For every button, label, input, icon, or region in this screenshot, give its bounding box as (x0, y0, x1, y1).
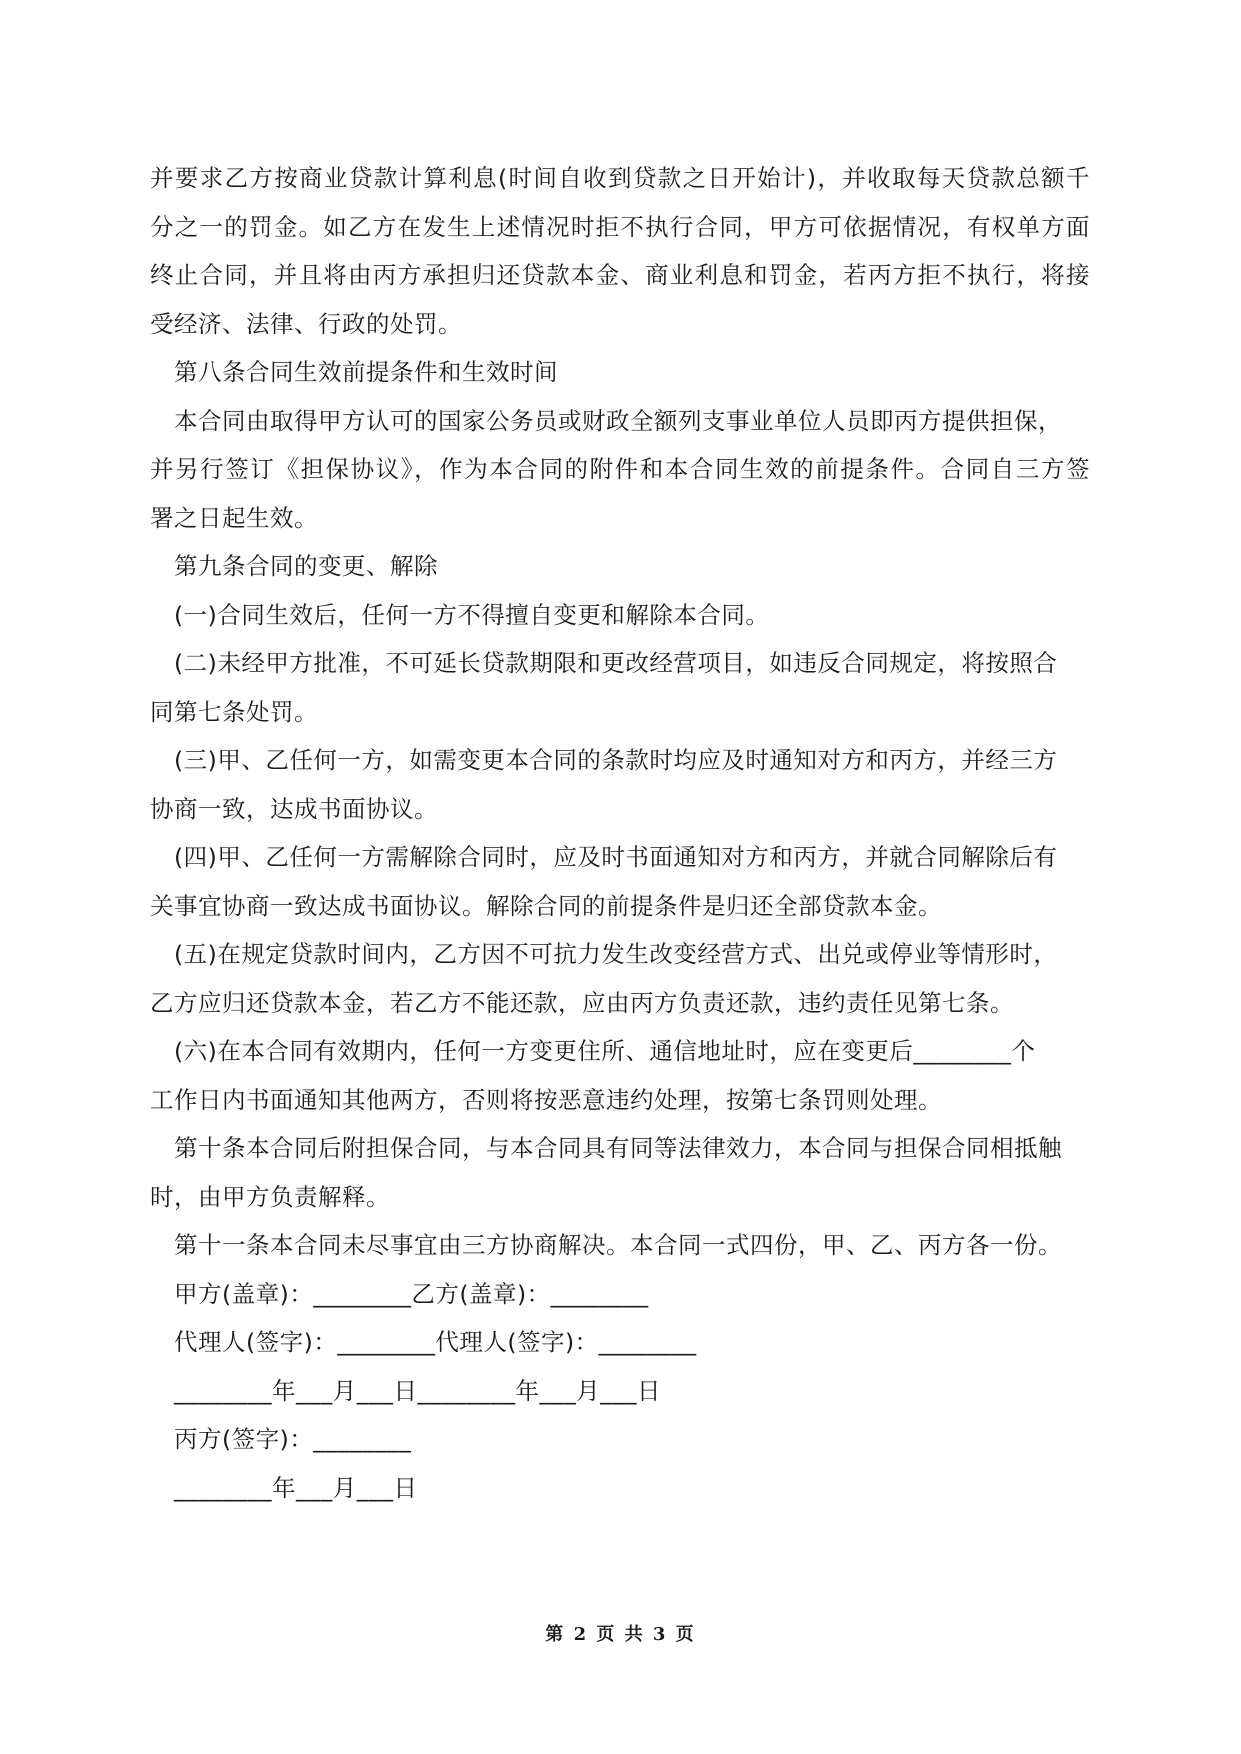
signature-line-agents: 代理人(签字)：________代理人(签字)：________ (174, 1328, 697, 1356)
document-body (150, 154, 1090, 1512)
text-line: 并要求乙方按商业贷款计算利息(时间自收到贷款之日开始计)，并收取每天贷款总额千 (150, 164, 1090, 192)
text-line: 受经济、法律、行政的处罚。 (150, 309, 462, 338)
clause-item-5: (五)在规定贷款时间内，乙方因不可抗力发生改变经营方式、出兑或停业等情形时， (174, 940, 1058, 968)
section-heading-article-8: 第八条合同生效前提条件和生效时间 (174, 358, 558, 386)
clause-item-1: (一)合同生效后，任何一方不得擅自变更和解除本合同。 (174, 600, 770, 629)
date-line: ________年___月___日________年___月___日 (174, 1376, 661, 1405)
text-line: 工作日内书面通知其他两方，否则将按恶意违约处理，按第七条罚则处理。 (150, 1085, 942, 1114)
text-line: 同第七条处罚。 (150, 697, 318, 726)
text-line: 分之一的罚金。如乙方在发生上述情况时拒不执行合同，甲方可依据情况，有权单方面 (150, 212, 1090, 241)
text-line: 关事宜协商一致达成书面协议。解除合同的前提条件是归还全部贷款本金。 (150, 891, 942, 920)
clause-item-6: (六)在本合同有效期内，任何一方变更住所、通信地址时，应在变更后________个 (174, 1037, 1036, 1065)
text-line: 乙方应归还贷款本金，若乙方不能还款，应由丙方负责还款，违约责任见第七条。 (150, 988, 1014, 1017)
text-line: 并另行签订《担保协议》，作为本合同的附件和本合同生效的前提条件。合同自三方签 (150, 455, 1090, 483)
clause-item-2: (二)未经甲方批准，不可延长贷款期限和更改经营项目，如违反合同规定，将按照合 (174, 649, 1058, 677)
section-heading-article-9: 第九条合同的变更、解除 (174, 552, 438, 580)
signature-line-party-c: 丙方(签字)：________ (174, 1425, 412, 1453)
section-heading-article-10: 第十条本合同后附担保合同，与本合同具有同等法律效力，本合同与担保合同相抵触 (174, 1134, 1062, 1162)
section-heading-article-11: 第十一条本合同未尽事宜由三方协商解决。本合同一式四份，甲、乙、丙方各一份。 (174, 1231, 1062, 1259)
text-line: 本合同由取得甲方认可的国家公务员或财政全额列支事业单位人员即丙方提供担保， (174, 406, 1062, 435)
text-line: 终止合同，并且将由丙方承担归还贷款本金、商业利息和罚金，若丙方拒不执行，将接 (150, 261, 1090, 289)
signature-line-party-a-b: 甲方(盖章)：________乙方(盖章)：________ (174, 1279, 649, 1308)
text-line: 协商一致，达成书面协议。 (150, 794, 438, 823)
clause-item-3: (三)甲、乙任何一方，如需变更本合同的条款时均应及时通知对方和丙方，并经三方 (174, 746, 1058, 774)
clause-item-4: (四)甲、乙任何一方需解除合同时，应及时书面通知对方和丙方，并就合同解除后有 (174, 843, 1058, 871)
text-line: 时，由甲方负责解释。 (150, 1182, 390, 1211)
page-number: 第 2 页 共 3 页 (545, 1624, 696, 1645)
text-line: 署之日起生效。 (150, 503, 318, 532)
date-line: ________年___月___日 (174, 1473, 418, 1502)
